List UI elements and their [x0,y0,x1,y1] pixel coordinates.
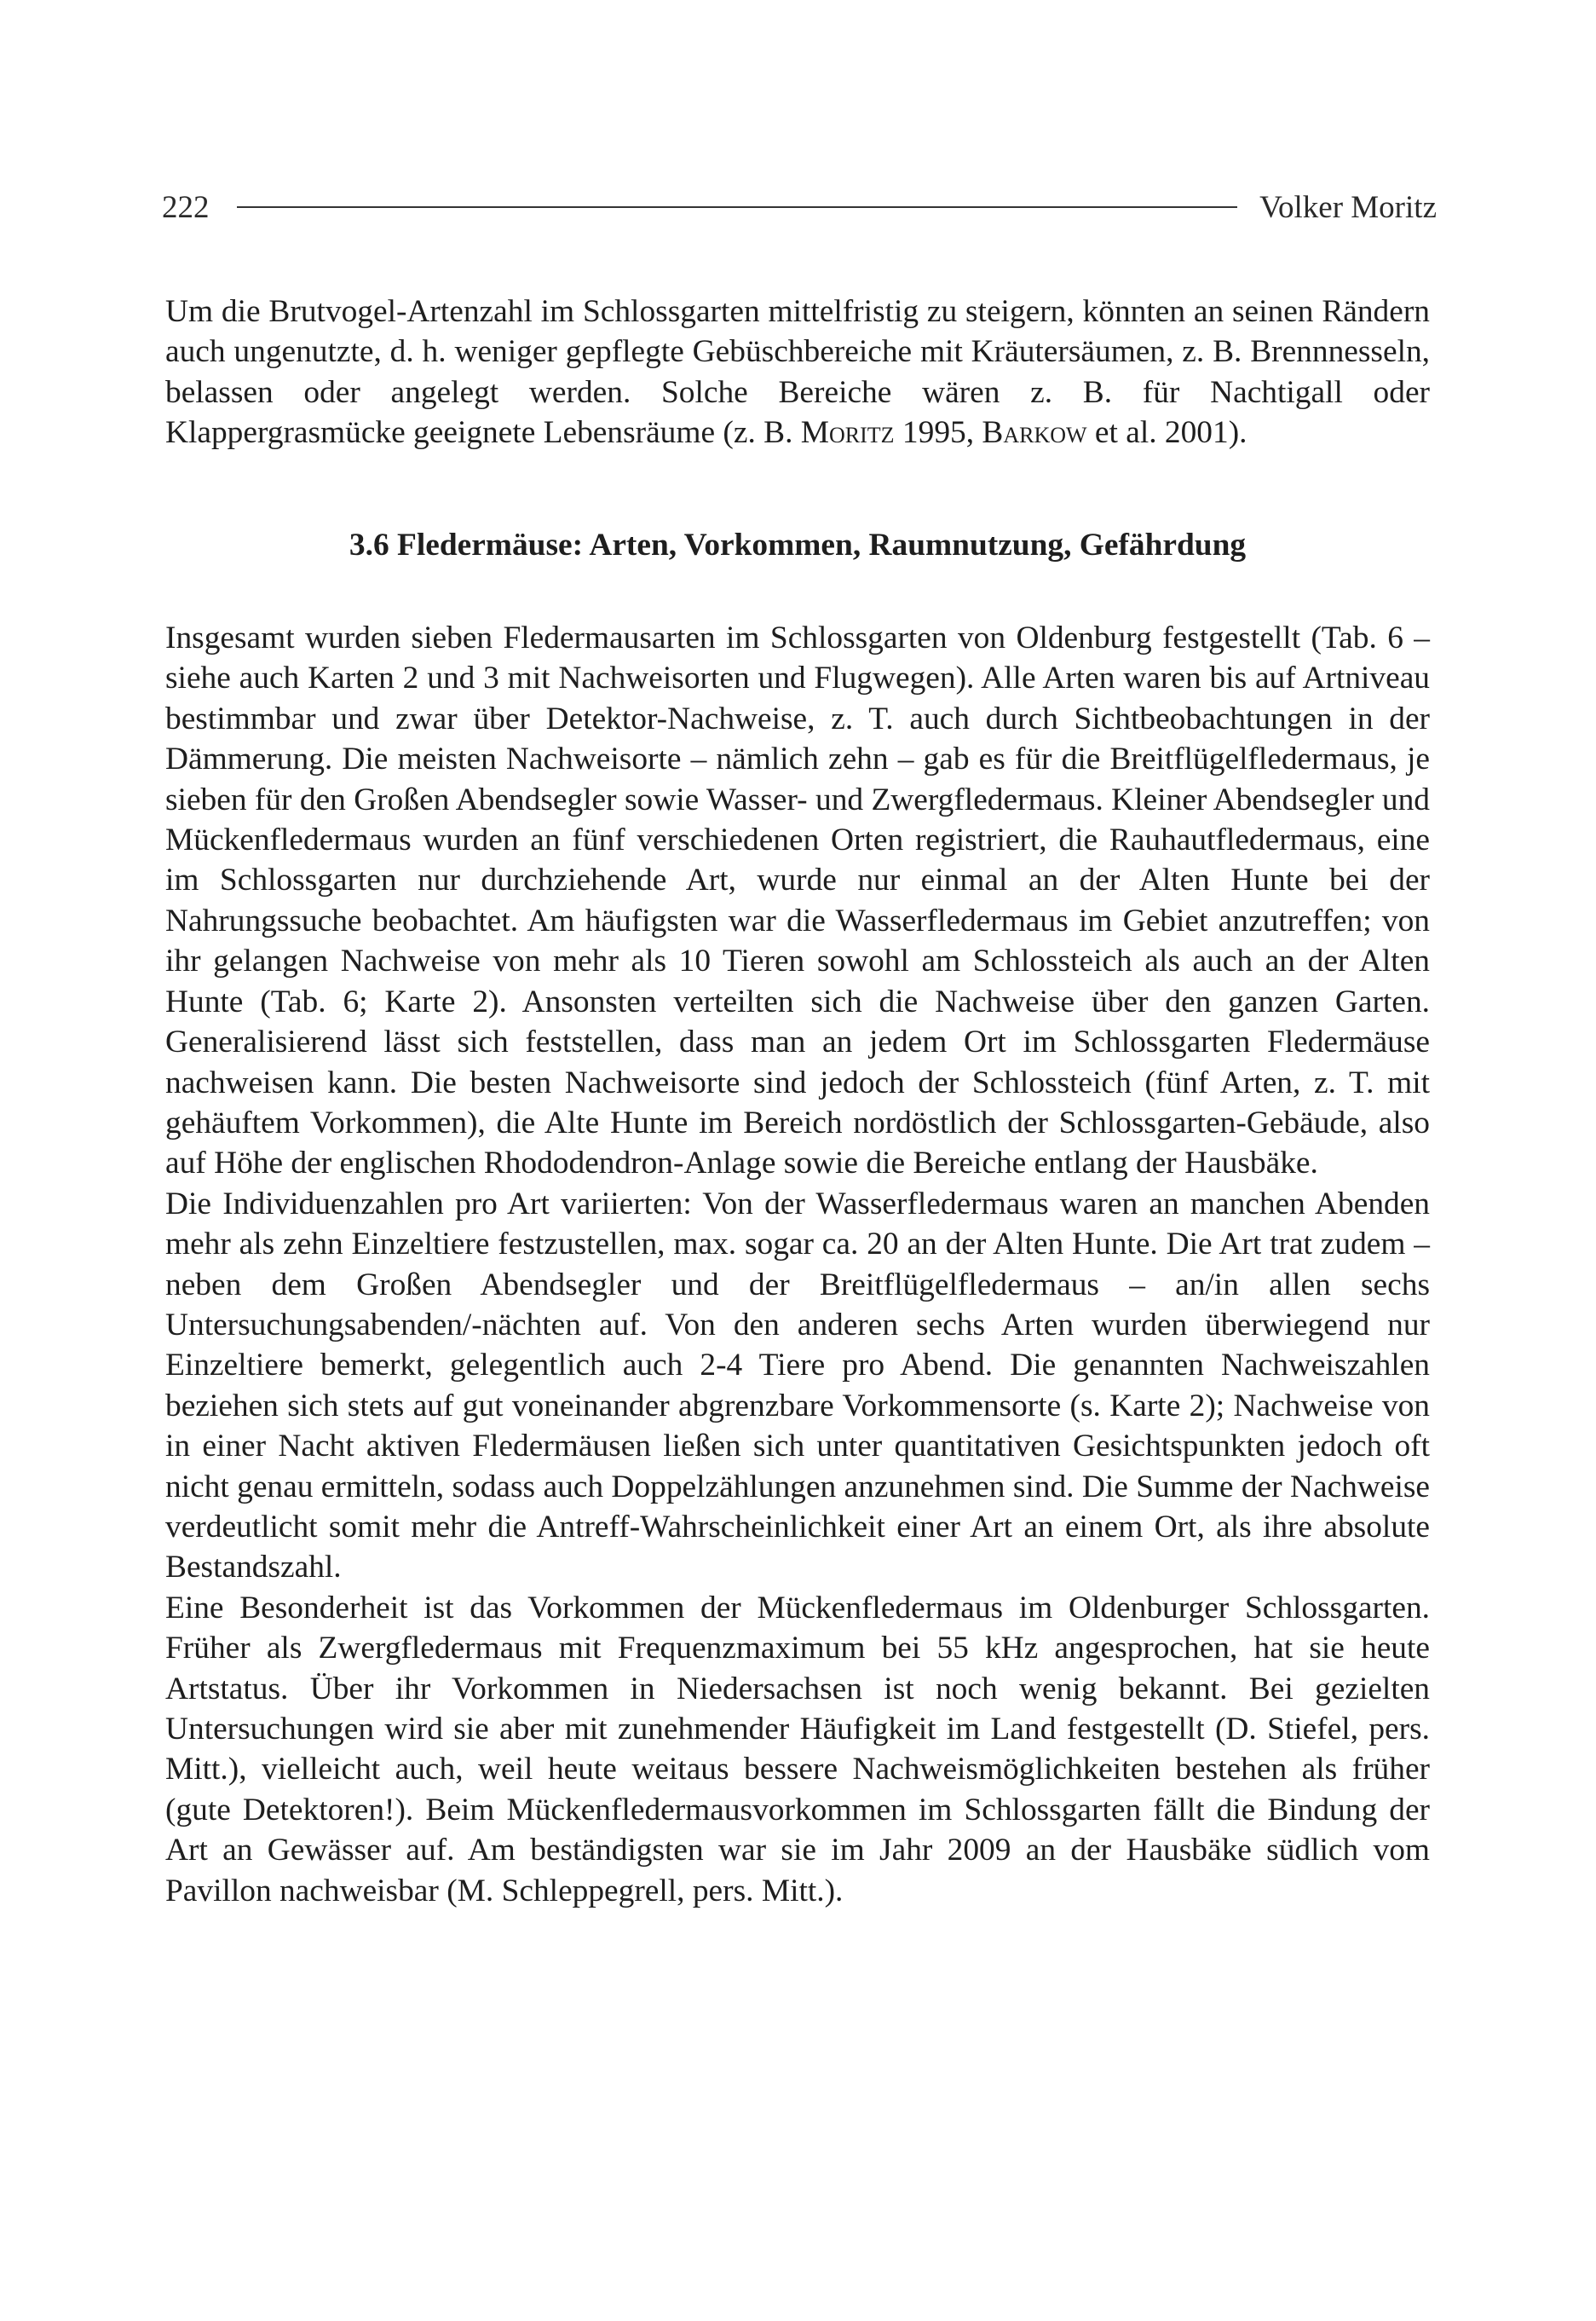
citation-author-barkow: Barkow [982,415,1087,451]
section-paragraph-mueckenfledermaus: Eine Besonderheit ist das Vorkommen der Mückenfledermaus im Oldenburger Schlossgarten. Früher als Zwergfledermaus mit Frequenzmaximum bei 55 kHz angesprochen, hat sie heute Artstatus. Über ihr Vorkommen in Niedersachsen ist noch wenig bekannt. Bei gezielten Untersuchungen wird sie aber mit zunehmender Häufigkeit im Land festgestellt (D. Stiefel, pers. Mitt.), vielleicht auch, weil heute weitaus bessere Nachweismöglichkeiten bestehen als früher (gute Detektoren!). Beim Mückenfledermausvorkommen im Schlossgarten fällt die Bindung der Art an Gewässer auf. Am beständigsten war sie im Jahr 2009 an der Hausbäke südlich vom Pavillon nachweisbar (M. Schleppegrell, pers. Mitt.). [165,1590,1430,1908]
spacer [165,453,1430,525]
header-rule [237,206,1238,208]
intro-text-part3: et al. 2001). [1086,415,1247,451]
spacer [165,565,1430,618]
intro-text-part2: 1995, [894,415,982,451]
page-number: 222 [162,189,210,225]
intro-paragraph [165,292,1430,453]
body-text [165,292,1430,1911]
running-head-author: Volker Moritz [1259,189,1437,225]
citation-author-moritz: Moritz [800,415,895,451]
section-heading: 3.6 Fledermäuse: Arten, Vorkommen, Raumnutzung, Gefährdung [349,527,1247,563]
section-paragraph-individuals: Die Individuenzahlen pro Art variierten: Von der Wasserfledermaus waren an manchen Abenden mehr als zehn Einzeltiere festzustellen, max. sogar ca. 20 an der Alten Hunte. Die Art trat zudem – neben dem Großen Abendsegler und der Breitflügelfledermaus – an/in allen sechs Untersuchungsabenden/-nächten auf. Von den anderen sechs Arten wurden überwiegend nur Einzeltiere bemerkt, gelegentlich auch 2-4 Tiere pro Abend. Die genannten Nachweiszahlen beziehen sich stets auf gut voneinander abgrenzbare Vorkommensorte (s. Karte 2); Nachweise von in einer Nacht aktiven Fledermäusen ließen sich unter quantitativen Gesichtspunkten jedoch oft nicht genau ermitteln, sodass auch Doppelzählungen anzunehmen sind. Die Summe der Nachweise verdeutlicht somit mehr die Antreff-Wahrscheinlichkeit einer Art an einem Ort, als ihre absolute Bestandszahl. [165,1186,1430,1585]
section-paragraph-species: Insgesamt wurden sieben Fledermausarten im Schlossgarten von Oldenburg festgestellt (Tab. 6 – siehe auch Karten 2 und 3 mit Nachweisorten und Flugwegen). Alle Arten waren bis auf Artniveau bestimmbar und zwar über Detektor-Nachweise, z. T. auch durch Sichtbeobachtungen in der Dämmerung. Die meisten Nachweisorte – nämlich zehn – gab es für die Breitflügelfledermaus, je sieben für den Großen Abendsegler sowie Wasser- und Zwergfledermaus. Kleiner Abendsegler und Mückenfledermaus wurden an fünf verschiedenen Orten registriert, die Rauhautfledermaus, eine im Schlossgarten nur durchziehende Art, wurde nur einmal an der Alten Hunte bei der Nahrungssuche beobachtet. Am häufigsten war die Wasserfledermaus im Gebiet anzutreffen; von ihr gelangen Nachweise von mehr als 10 Tieren sowohl am Schlossteich als auch an der Alten Hunte (Tab. 6; Karte 2). Ansonsten verteilten sich die Nachweise über den ganzen Garten. Generalisierend lässt sich feststellen, dass man an jedem Ort im Schlossgarten Fledermäuse nachweisen kann. Die besten Nachweisorte sind jedoch der Schlossteich (fünf Arten, z. T. mit gehäuftem Vorkommen), die Alte Hunte im Bereich nordöstlich der Schlossgarten-Gebäude, also auf Höhe der englischen Rhododendron-Anlage sowie die Bereiche entlang der Hausbäke. [165,621,1430,1181]
intro-text-part1: Um die Brutvogel-Artenzahl im Schlossgarten mittelfristig zu steigern, könnten an seinen Rändern auch ungenutzte, d. h. weniger gepflegte Gebüschbereiche mit Kräutersäumen, z. B. Brennnesseln, belassen oder angelegt werden. Solche Bereiche wären z. B. für Nachtigall oder Klappergrasmücke geeignete Lebensräume (z. B. [165,294,1430,451]
running-header [162,186,1437,228]
